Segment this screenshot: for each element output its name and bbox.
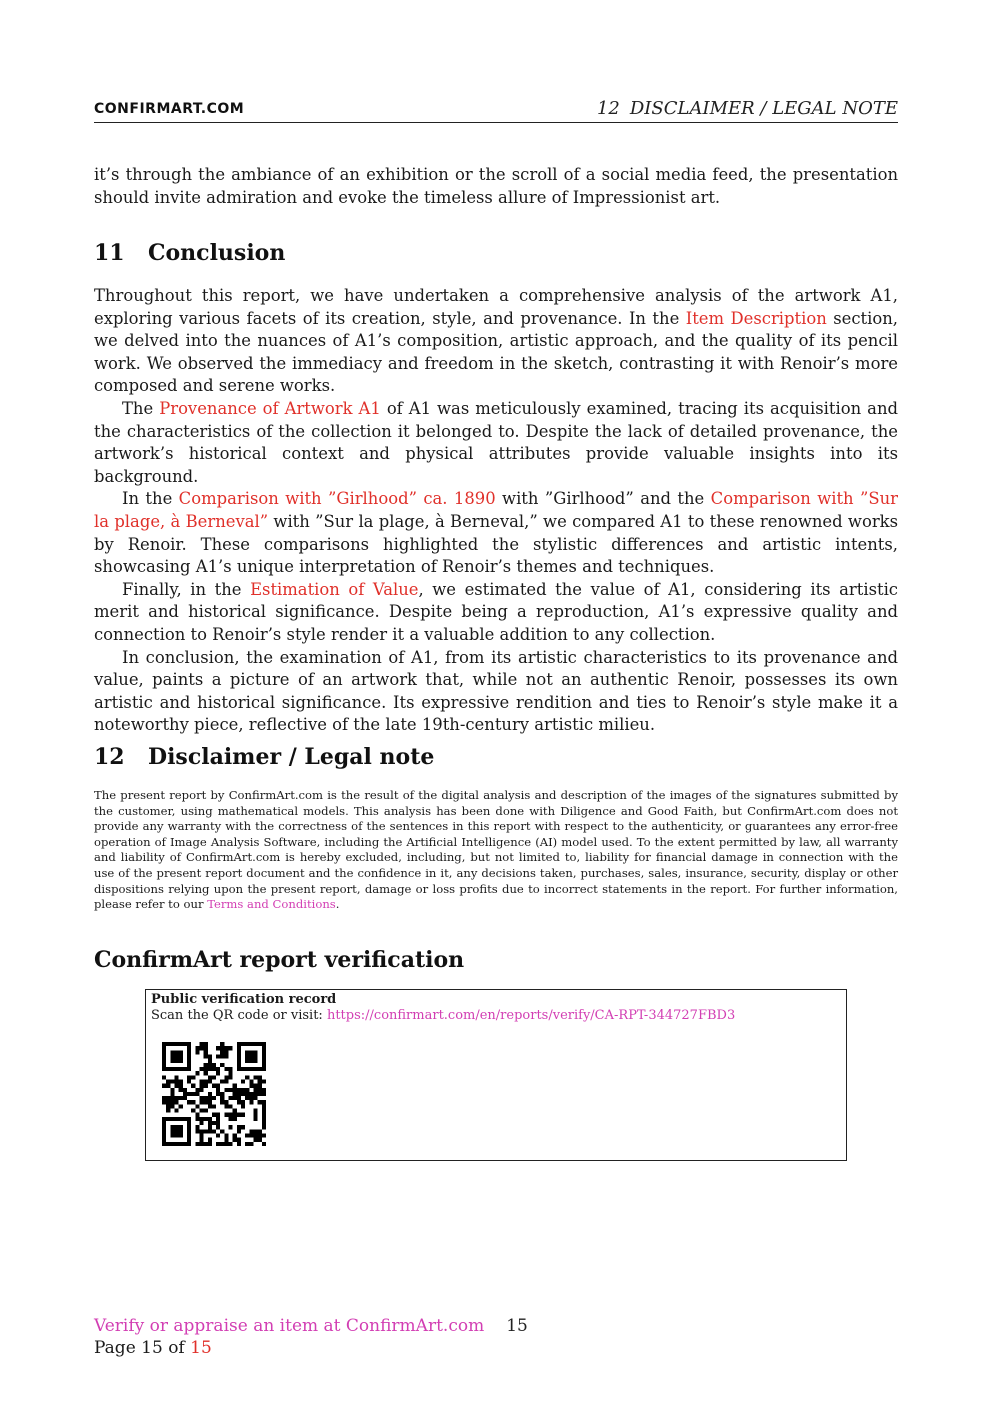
text-run: Finally, in the	[122, 579, 251, 599]
running-head-text: DISCLAIMER / LEGAL NOTE	[629, 98, 898, 119]
terms-and-conditions-link[interactable]: Terms and Conditions	[207, 897, 336, 912]
conclusion-paragraph-4	[94, 579, 898, 647]
running-header	[94, 98, 898, 123]
girlhood-comparison-link[interactable]: Comparison with ”Girlhood” ca. 1890	[178, 489, 496, 509]
text-run: The present report by ConfirmArt.com is the result of the digital analysis and description of the images of the signatures submitted by the customer, using mathematical models. This analysis has been done with Diligence and Good Faith, but ConfirmArt.com does not provide any warranty with the correctness of the sentences in this report with respect to the authenticity, or guarantees any error-free operation of Image Analysis Software, including the Artificial Intelligence (AI) model used. To the extent permitted by law, all warranty and liability of ConfirmArt.com is hereby excluded, including, but not limited to, liability for financial damage in connection with the use of the present report document and the confidence in it, any decisions taken, purchases, sales, insurance, security, display or other dispositions relying upon the present report, damage or loss profits due to incorrect statements in the report. For further information, please refer to our	[94, 788, 898, 912]
footer-verify-link[interactable]: Verify or appraise an item at ConfirmArt.com	[94, 1316, 485, 1336]
text-run: The	[122, 398, 160, 418]
text-run: , we estimated the value of A1, considering its artistic merit and historical significance. Despite being a reproduction, A1’s expressive quality and connection to Renoir’s style render it a valuable addition to any collection.	[94, 579, 898, 644]
text-run: of A1 was meticulously examined, tracing its acquisition and the characteristics of the collection it belonged to. Despite the lack of detailed provenance, the artwork’s historical context and physical attributes provide valuable insights into its background.	[94, 398, 898, 486]
verification-qr-code-icon[interactable]	[162, 1042, 266, 1146]
text-run: Page 15 of	[94, 1338, 191, 1358]
conclusion-paragraph-3	[94, 488, 898, 578]
item-description-link[interactable]: Item Description	[685, 308, 827, 328]
footer-line-1	[94, 1316, 528, 1336]
text-run: section, we delved into the nuances of A1’s composition, artistic approach, and the quality of its pencil work. We observed the immediacy and freedom in the sketch, contrasting it with Renoir’s more composed and serene works.	[94, 308, 898, 396]
intro-text: it’s through the ambiance of an exhibition or the scroll of a social media feed, the presentation should invite admiration and evoke the timeless allure of Impressionist art.	[94, 165, 898, 207]
text-run: In the	[122, 489, 179, 509]
section-heading-conclusion	[94, 240, 285, 266]
conclusion-paragraph-1	[94, 285, 898, 398]
text-run: with ”Girlhood” and the	[495, 489, 711, 509]
footer-page-total-link[interactable]: 15	[190, 1338, 212, 1358]
conclusion-paragraph-5: In conclusion, the examination of A1, from its artistic characteristics to its provenance and value, paints a picture of an artwork that, while not an authentic Renoir, possesses its own artistic and historical significance. Its expressive rendition and ties to Renoir’s style make it a noteworthy piece, reflective of the late 19th-century artistic milieu.	[94, 647, 898, 735]
conclusion-paragraph-2	[94, 398, 898, 488]
verification-record-title: Public verification record	[151, 992, 337, 1007]
verification-record-box	[145, 989, 847, 1161]
conclusion-body	[94, 285, 898, 737]
section-title: Conclusion	[148, 240, 286, 266]
provenance-link[interactable]: Provenance of Artwork A1	[159, 398, 381, 418]
section-heading-disclaimer	[94, 744, 434, 770]
disclaimer-text	[94, 788, 898, 913]
confirmart-logo: CONFIRMART.COM	[94, 101, 245, 117]
verification-scan-line	[151, 1008, 735, 1023]
estimation-of-value-link[interactable]: Estimation of Value	[250, 579, 419, 599]
footer-line-2	[94, 1338, 212, 1358]
verification-heading: ConfirmArt report verification	[94, 947, 465, 973]
footer-page-number: 15	[506, 1316, 528, 1336]
text-run: with ”Sur la plage, à Berneval,” we compared A1 to these renowned works by Renoir. These comparisons highlighted the stylistic differences and artistic intents, showcasing A1’s unique interpretation of Renoir’s themes and techniques.	[94, 511, 898, 577]
section-number: 12	[94, 744, 125, 770]
running-head-number: 12	[596, 98, 620, 119]
section-title: Disclaimer / Legal note	[148, 744, 435, 770]
berneval-comparison-link[interactable]: Comparison with ”Sur la plage, à Berneval”	[94, 489, 899, 531]
verification-url-link[interactable]: https://confirmart.com/en/reports/verify/CA-RPT-344727FBD3	[326, 1008, 736, 1023]
intro-paragraph	[94, 164, 898, 209]
text-run: .	[335, 897, 340, 912]
text-run: Scan the QR code or visit:	[151, 1008, 327, 1023]
section-number: 11	[94, 240, 125, 266]
text-run: Throughout this report, we have undertaken a comprehensive analysis of the artwork A1, exploring various facets of its creation, style, and provenance. In the	[94, 286, 898, 328]
running-head-title	[597, 98, 898, 119]
